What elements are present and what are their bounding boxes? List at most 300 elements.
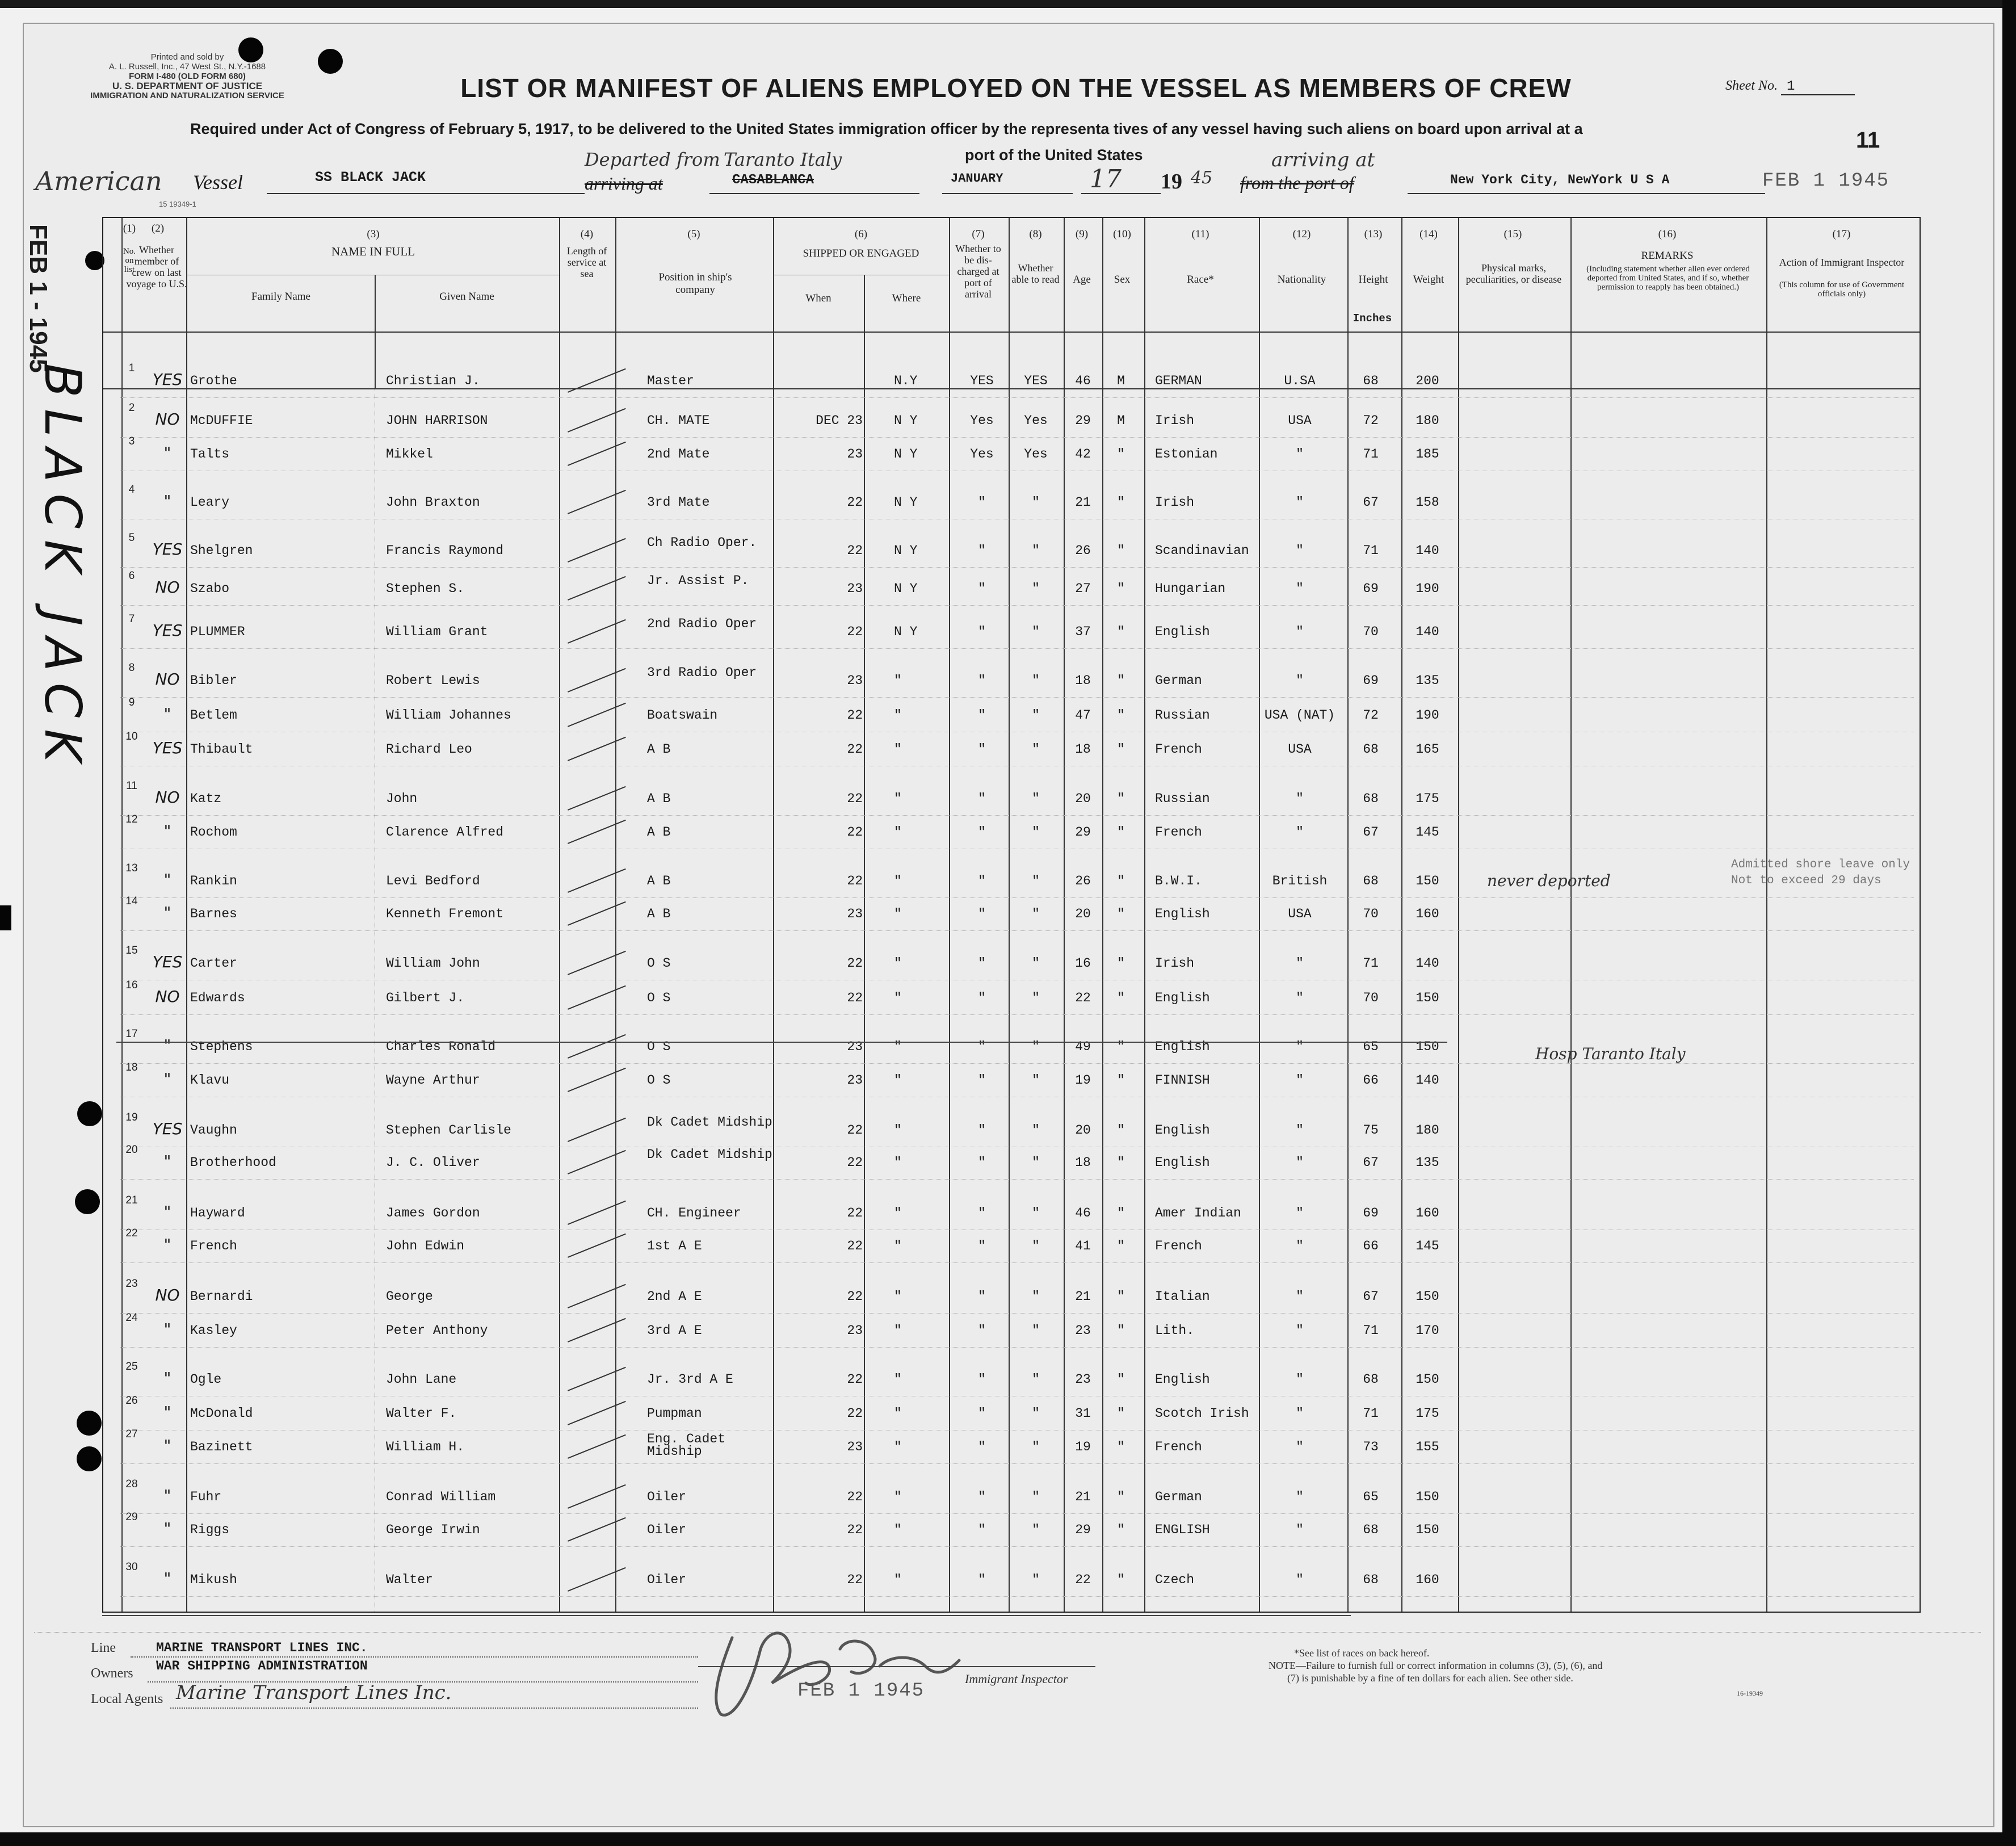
cell-age: 20 — [1075, 907, 1091, 921]
col-divider — [864, 275, 865, 1612]
cell-height: 67 — [1363, 495, 1379, 510]
cell-prev: " — [163, 870, 171, 889]
cell-when: 22 — [847, 1572, 863, 1587]
cell-nat: " — [1296, 1239, 1304, 1253]
row-rule — [120, 1014, 1914, 1015]
cell-prev: " — [163, 1069, 171, 1088]
cell-race: German — [1155, 673, 1202, 688]
row-number: 10 — [125, 731, 138, 742]
row-rule — [120, 1063, 1914, 1064]
cell-when: 22 — [847, 1239, 863, 1253]
cell-height: 72 — [1363, 708, 1379, 723]
hdr-c1-num: (1) — [123, 223, 136, 234]
cell-given: William Grant — [386, 624, 488, 639]
cell-where: " — [894, 673, 902, 688]
cell-given: Charles Ronald — [386, 1039, 496, 1054]
footer-underline — [131, 1656, 698, 1658]
cell-nat: " — [1296, 1289, 1304, 1304]
col-divider — [1401, 218, 1402, 1612]
cell-weight: 170 — [1416, 1323, 1439, 1338]
hdr-c10: Sex — [1114, 274, 1131, 286]
cell-given: Stephen S. — [386, 581, 465, 596]
cell-read: " — [1032, 1440, 1040, 1454]
cell-read: " — [1032, 1289, 1040, 1304]
cell-race: Estonian — [1155, 447, 1218, 462]
cell-height: 68 — [1363, 1572, 1379, 1587]
cell-sex: " — [1117, 673, 1125, 688]
hdr-c5: Position in ship's company — [658, 271, 732, 296]
row-number: 21 — [125, 1194, 138, 1206]
cell-height: 67 — [1363, 1155, 1379, 1170]
cell-age: 46 — [1075, 374, 1091, 388]
row-number: 2 — [128, 402, 135, 414]
sheet-value: 1 — [1781, 79, 1855, 95]
cell-sex: " — [1117, 581, 1125, 596]
cell-position: O S — [647, 956, 671, 971]
col-divider — [1064, 218, 1065, 1612]
row-number: 6 — [128, 570, 135, 582]
cell-weight: 140 — [1416, 956, 1439, 971]
hdr-c3-num: (3) — [367, 228, 380, 240]
cell-given: Francis Raymond — [386, 543, 504, 558]
departure-port: Taranto Italy — [724, 149, 842, 170]
cell-height: 68 — [1363, 1522, 1379, 1537]
cell-prev: " — [163, 1036, 171, 1055]
hdr-c12: Nationality — [1277, 274, 1326, 286]
cell-read: " — [1032, 791, 1040, 806]
cell-position: A B — [647, 825, 671, 840]
cell-when: 22 — [847, 791, 863, 806]
cell-weight: 155 — [1416, 1440, 1439, 1454]
cell-height: 69 — [1363, 581, 1379, 596]
cell-height: 70 — [1363, 624, 1379, 639]
scan-edge-top — [0, 0, 2016, 8]
cell-age: 20 — [1075, 791, 1091, 806]
hdr-c8: Whether able to read — [1011, 262, 1060, 285]
cell-prev: " — [163, 903, 171, 922]
remark-row13-stamp — [1731, 857, 1910, 889]
cell-race: Amer Indian — [1155, 1206, 1241, 1220]
cell-height: 69 — [1363, 673, 1379, 688]
cell-position: Dk Cadet Midship — [647, 1115, 772, 1130]
cell-age: 20 — [1075, 1123, 1091, 1138]
cell-prev: " — [163, 1519, 171, 1538]
hdr-c7-num: (7) — [972, 228, 985, 240]
cell-disch: Yes — [970, 447, 994, 462]
row-number: 18 — [125, 1062, 138, 1073]
row-rule — [120, 437, 1914, 438]
cell-position: 2nd A E — [647, 1289, 702, 1304]
cell-read: " — [1032, 825, 1040, 840]
cell-family: Thibault — [190, 742, 253, 757]
cell-given: James Gordon — [386, 1206, 480, 1220]
col-divider — [186, 218, 187, 1612]
cell-given: Stephen Carlisle — [386, 1123, 511, 1138]
cell-sex: " — [1117, 1289, 1125, 1304]
cell-age: 18 — [1075, 673, 1091, 688]
cell-family: Shelgren — [190, 543, 253, 558]
cell-sex: " — [1117, 708, 1125, 723]
printer-line: FORM I-480 (OLD FORM 680) — [129, 72, 246, 81]
row-number: 9 — [128, 697, 135, 708]
cell-sex: " — [1117, 1123, 1125, 1138]
cell-given: John Lane — [386, 1372, 457, 1387]
cell-weight: 190 — [1416, 581, 1439, 596]
cell-prev: NO — [155, 987, 180, 1006]
col-divider — [1570, 218, 1572, 1612]
cell-where: " — [894, 1239, 902, 1253]
cell-sex: " — [1117, 956, 1125, 971]
cell-given: Walter — [386, 1572, 433, 1587]
cell-nat: " — [1296, 581, 1304, 596]
cell-race: German — [1155, 1490, 1202, 1504]
cell-prev: " — [163, 1320, 171, 1339]
col-divider — [1009, 218, 1010, 1612]
row-number: 1 — [128, 362, 135, 374]
row-17-strikethrough — [116, 1042, 1447, 1043]
cell-nat: " — [1296, 1490, 1304, 1504]
row-rule — [120, 1347, 1914, 1348]
hdr-c6: SHIPPED OR ENGAGED — [803, 247, 919, 259]
destination-port: New York City, NewYork U S A — [1450, 173, 1670, 187]
cell-prev: NO — [155, 410, 180, 429]
cell-family: Betlem — [190, 708, 237, 723]
cell-family: McDUFFIE — [190, 413, 253, 428]
cell-disch: " — [978, 1406, 986, 1421]
cell-position: O S — [647, 991, 671, 1005]
hdr-c14: Weight — [1413, 274, 1444, 286]
row-number: 7 — [128, 613, 135, 625]
cell-sex: " — [1117, 1239, 1125, 1253]
cell-race: English — [1155, 907, 1210, 921]
cell-nat: " — [1296, 1323, 1304, 1338]
cell-when: 22 — [847, 825, 863, 840]
cell-weight: 140 — [1416, 624, 1439, 639]
cell-nat: " — [1296, 1440, 1304, 1454]
col-divider — [615, 218, 616, 1612]
cell-height: 65 — [1363, 1039, 1379, 1054]
cell-family: Szabo — [190, 581, 230, 596]
vessel-label: Vessel — [193, 171, 243, 194]
cell-age: 46 — [1075, 1206, 1091, 1220]
cell-prev: NO — [155, 788, 180, 807]
cell-read: Yes — [1024, 447, 1048, 462]
row-number: 3 — [128, 435, 135, 447]
cell-age: 47 — [1075, 708, 1091, 723]
cell-read: " — [1032, 1239, 1040, 1253]
footer-underline — [170, 1707, 698, 1709]
underline — [709, 193, 919, 194]
hdr-c17-sub: (This column for use of Government officials only) — [1779, 280, 1905, 299]
cell-weight: 150 — [1416, 991, 1439, 1005]
cell-given: Robert Lewis — [386, 673, 480, 688]
cell-race: B.W.I. — [1155, 874, 1202, 888]
cell-when: 22 — [847, 1372, 863, 1387]
row-number: 13 — [125, 862, 138, 874]
cell-prev: " — [163, 1202, 171, 1221]
cell-age: 19 — [1075, 1440, 1091, 1454]
hdr-c9: Age — [1073, 274, 1091, 286]
cell-position: Eng. Cadet Midship — [647, 1432, 726, 1459]
cell-given: Wayne Arthur — [386, 1073, 480, 1088]
cell-when: 23 — [847, 581, 863, 596]
hdr-c17: Action of Immigrant Inspector — [1779, 257, 1905, 268]
cell-given: Kenneth Fremont — [386, 907, 504, 921]
row-number: 27 — [125, 1428, 138, 1440]
row-number: 20 — [125, 1144, 138, 1156]
cell-sex: " — [1117, 543, 1125, 558]
cell-race: French — [1155, 1239, 1202, 1253]
cell-nat: U.SA — [1284, 374, 1316, 388]
cell-given: Walter F. — [386, 1406, 457, 1421]
cell-nat: " — [1296, 956, 1304, 971]
cell-disch: " — [978, 581, 986, 596]
cell-nat: " — [1296, 673, 1304, 688]
cell-race: Italian — [1155, 1289, 1210, 1304]
cell-where: N Y — [894, 447, 918, 462]
page-title: LIST OR MANIFEST OF ALIENS EMPLOYED ON THE VESSEL AS MEMBERS OF CREW — [460, 73, 1572, 103]
cell-read: " — [1032, 543, 1040, 558]
cell-weight: 158 — [1416, 495, 1439, 510]
row-rule — [120, 1463, 1914, 1464]
cell-read: " — [1032, 708, 1040, 723]
cell-weight: 150 — [1416, 1289, 1439, 1304]
cell-where: " — [894, 991, 902, 1005]
cell-height: 68 — [1363, 374, 1379, 388]
cell-height: 71 — [1363, 1323, 1379, 1338]
cell-age: 18 — [1075, 1155, 1091, 1170]
cell-prev: " — [163, 1369, 171, 1387]
header-divider — [103, 388, 1920, 389]
row-rule — [120, 1546, 1914, 1547]
row-number: 5 — [128, 532, 135, 544]
cell-position: Oiler — [647, 1522, 687, 1537]
cell-position: A B — [647, 742, 671, 757]
cell-read: " — [1032, 673, 1040, 688]
cell-height: 69 — [1363, 1206, 1379, 1220]
cell-race: ENGLISH — [1155, 1522, 1210, 1537]
cell-when: 23 — [847, 447, 863, 462]
cell-sex: " — [1117, 1073, 1125, 1088]
cell-family: Hayward — [190, 1206, 245, 1220]
cell-race: Czech — [1155, 1572, 1195, 1587]
cell-when: 23 — [847, 1323, 863, 1338]
cell-height: 70 — [1363, 991, 1379, 1005]
cell-weight: 160 — [1416, 1572, 1439, 1587]
cell-family: PLUMMER — [190, 624, 245, 639]
cell-weight: 180 — [1416, 413, 1439, 428]
cell-given: John — [386, 791, 418, 806]
row-rule — [120, 1596, 1914, 1597]
cell-prev: YES — [152, 739, 183, 757]
cell-where: N Y — [894, 581, 918, 596]
cell-where: " — [894, 1440, 902, 1454]
cell-race: Scandinavian — [1155, 543, 1249, 558]
hdr-c15-num: (15) — [1503, 228, 1522, 240]
cell-weight: 145 — [1416, 1239, 1439, 1253]
cell-weight: 175 — [1416, 791, 1439, 806]
cell-given: Christian J. — [386, 374, 480, 388]
row-rule — [120, 1513, 1914, 1514]
cell-given: John Edwin — [386, 1239, 465, 1253]
row-number: 26 — [125, 1395, 138, 1407]
cell-age: 29 — [1075, 825, 1091, 840]
cell-age: 21 — [1075, 1490, 1091, 1504]
row-rule — [120, 648, 1914, 649]
cell-family: Edwards — [190, 991, 245, 1005]
cell-nat: " — [1296, 1406, 1304, 1421]
cell-where: " — [894, 956, 902, 971]
cell-sex: " — [1117, 624, 1125, 639]
row-rule — [120, 1179, 1914, 1180]
margin-ship-name — [33, 363, 98, 774]
cell-prev: " — [163, 443, 171, 462]
cell-age: 49 — [1075, 1039, 1091, 1054]
cell-weight: 150 — [1416, 1490, 1439, 1504]
cell-disch: " — [978, 956, 986, 971]
cell-family: Bibler — [190, 673, 237, 688]
cell-weight: 135 — [1416, 673, 1439, 688]
cell-when: 22 — [847, 1289, 863, 1304]
row-number: 22 — [125, 1227, 138, 1239]
cell-race: FINNISH — [1155, 1073, 1210, 1088]
punch-hole — [77, 1411, 102, 1436]
cell-height: 70 — [1363, 907, 1379, 921]
cell-given: William H. — [386, 1440, 465, 1454]
cell-sex: M — [1117, 413, 1125, 428]
cell-read: " — [1032, 1406, 1040, 1421]
cell-disch: " — [978, 1039, 986, 1054]
footer-line-label: Line — [91, 1641, 116, 1655]
cell-nat: " — [1296, 624, 1304, 639]
margin-date-text: FEB 1 - 1945 — [24, 224, 52, 373]
cell-where: " — [894, 1039, 902, 1054]
cell-age: 42 — [1075, 447, 1091, 462]
cell-prev: YES — [152, 540, 183, 559]
hdr-c3a: Family Name — [251, 291, 310, 303]
row-rule — [120, 930, 1914, 931]
cell-sex: " — [1117, 825, 1125, 840]
cell-race: English — [1155, 1155, 1210, 1170]
hdr-c3b: Given Name — [439, 291, 494, 303]
cell-race: English — [1155, 624, 1210, 639]
stamp-line: Not to exceed 29 days — [1731, 874, 1881, 887]
punch-hole — [75, 1189, 100, 1214]
cell-when: 22 — [847, 991, 863, 1005]
cell-where: " — [894, 742, 902, 757]
col-divider — [1458, 218, 1459, 1612]
cell-age: 21 — [1075, 495, 1091, 510]
cell-weight: 150 — [1416, 874, 1439, 888]
cell-when: 23 — [847, 1073, 863, 1088]
cell-race: French — [1155, 825, 1202, 840]
hdr-c13-num: (13) — [1364, 228, 1383, 240]
cell-disch: " — [978, 791, 986, 806]
page-number: 11 — [1856, 128, 1880, 153]
hdr-c9-num: (9) — [1075, 228, 1089, 240]
printer-line: Printed and sold by — [150, 52, 224, 62]
row-rule — [120, 567, 1914, 568]
row-rule — [120, 697, 1914, 698]
cell-where: " — [894, 1406, 902, 1421]
from-port-struck: from the port of — [1240, 173, 1354, 193]
cell-age: 16 — [1075, 956, 1091, 971]
cell-nat: " — [1296, 1206, 1304, 1220]
cell-nat: USA (NAT) — [1264, 708, 1335, 723]
hdr-c8-num: (8) — [1029, 228, 1042, 240]
cell-disch: " — [978, 543, 986, 558]
cell-weight: 140 — [1416, 543, 1439, 558]
cell-disch: " — [978, 673, 986, 688]
row-number: 29 — [125, 1511, 138, 1523]
cell-read: " — [1032, 1372, 1040, 1387]
hdr-c6b: Where — [892, 292, 921, 304]
cell-when: 23 — [847, 907, 863, 921]
cell-read: " — [1032, 1155, 1040, 1170]
hdr-c2: Whether member of crew on last voyage to U.S. — [126, 244, 187, 290]
footer-note: *See list of races on back hereof. — [1294, 1647, 1430, 1659]
cell-where: " — [894, 825, 902, 840]
hdr-c11: Race* — [1187, 274, 1214, 286]
cell-where: N.Y — [894, 374, 918, 388]
row-number: 17 — [125, 1028, 138, 1040]
cell-nat: " — [1296, 791, 1304, 806]
punch-hole — [77, 1101, 102, 1126]
cell-family: Carter — [190, 956, 237, 971]
cell-family: Katz — [190, 791, 222, 806]
cell-read: " — [1032, 581, 1040, 596]
cell-given: JOHN HARRISON — [386, 413, 488, 428]
cell-age: 37 — [1075, 624, 1091, 639]
cell-read: " — [1032, 1572, 1040, 1587]
cell-disch: " — [978, 742, 986, 757]
cell-where: " — [894, 1490, 902, 1504]
footer-agents-value: Marine Transport Lines Inc. — [176, 1681, 452, 1704]
cell-position: Boatswain — [647, 708, 718, 723]
hdr-c15: Physical marks, peculiarities, or disease — [1465, 262, 1562, 285]
cell-where: " — [894, 907, 902, 921]
signature-underline — [698, 1666, 1095, 1667]
cell-read: " — [1032, 1323, 1040, 1338]
cell-family: Stephens — [190, 1039, 253, 1054]
cell-where: " — [894, 708, 902, 723]
cell-nat: British — [1272, 874, 1328, 888]
cell-where: " — [894, 791, 902, 806]
row-number: 30 — [125, 1561, 138, 1573]
cell-nat: " — [1296, 1522, 1304, 1537]
punch-hole — [77, 1446, 102, 1471]
cell-weight: 160 — [1416, 1206, 1439, 1220]
subtitle-port: port of the United States — [965, 146, 1143, 163]
cell-when: 23 — [847, 1039, 863, 1054]
year-suffix: 45 — [1191, 168, 1213, 188]
cell-sex: " — [1117, 1572, 1125, 1587]
row-number: 24 — [125, 1312, 138, 1324]
cell-read: " — [1032, 991, 1040, 1005]
cell-height: 68 — [1363, 791, 1379, 806]
cell-race: Scotch Irish — [1155, 1406, 1249, 1421]
cell-when: 22 — [847, 1206, 863, 1220]
cell-age: 21 — [1075, 1289, 1091, 1304]
cell-read: " — [1032, 1123, 1040, 1138]
departed-from: Departed from — [585, 149, 720, 170]
cell-age: 22 — [1075, 991, 1091, 1005]
cell-race: English — [1155, 1123, 1210, 1138]
cell-when: 23 — [847, 673, 863, 688]
inspector-signature — [698, 1615, 965, 1723]
cell-where: " — [894, 1155, 902, 1170]
hdr-c3: NAME IN FULL — [331, 245, 415, 258]
